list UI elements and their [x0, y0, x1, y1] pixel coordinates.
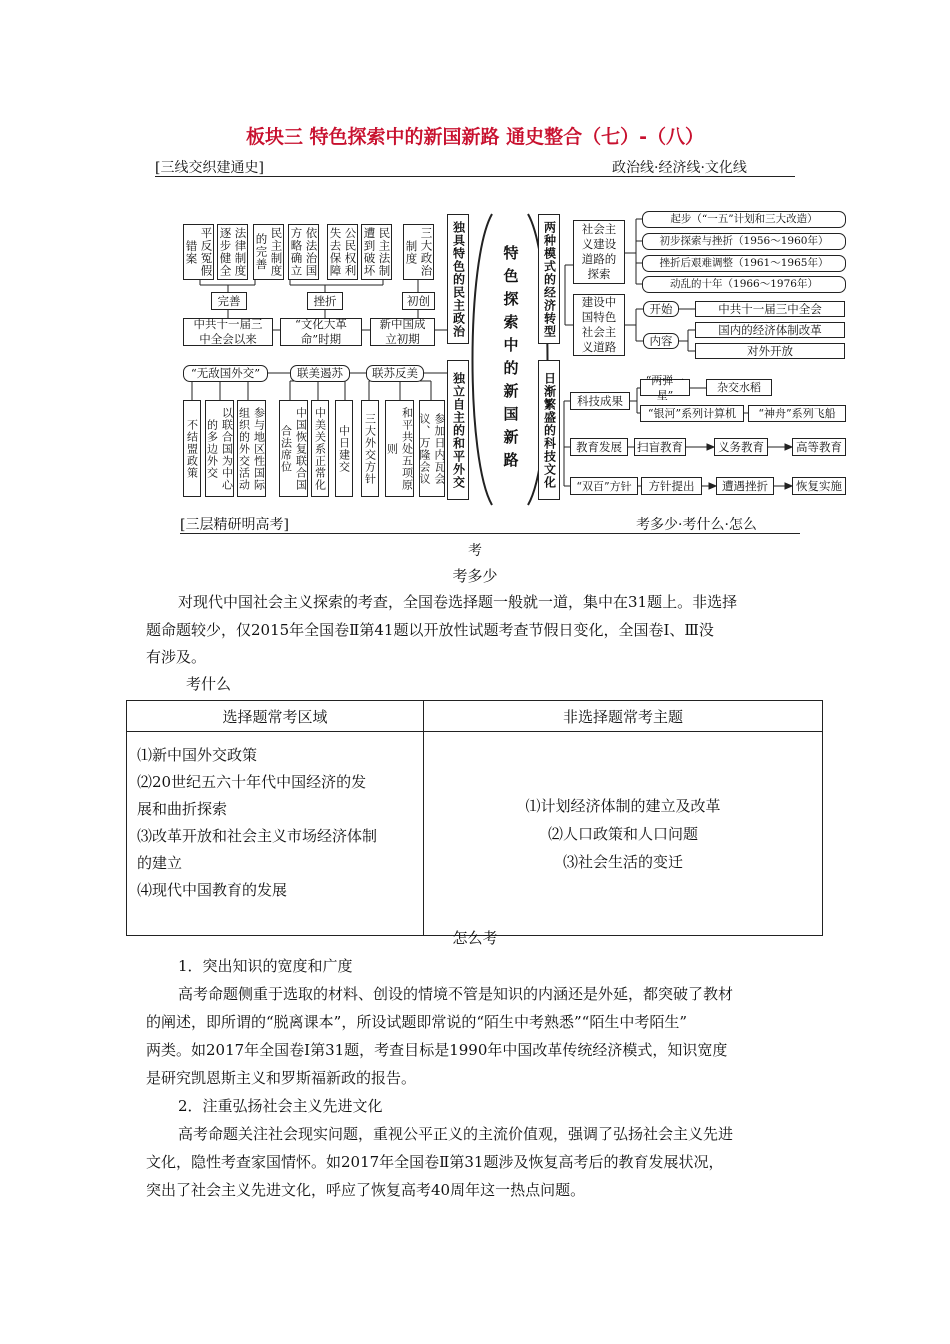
economy-content-opening: 对外开放 — [695, 343, 845, 359]
section-band-tag-2: [三层精研明高考] — [180, 517, 289, 533]
point-2-heading: 2．注重弘扬社会主义先进文化 — [178, 1097, 383, 1115]
culture-policy-setback: 遭遇挫折 — [716, 477, 774, 495]
page-title: 板块三 特色探索中的新国新路 通史整合（七）-（八） — [245, 126, 705, 148]
economy-stage-3: 挫折后艰难调整（1961～1965年） — [642, 255, 846, 272]
politics-stage-perfect: 完善 — [211, 292, 247, 310]
point-1-heading: 1．突出知识的宽度和广度 — [178, 957, 353, 975]
diplomacy-stage-soviet: 联苏反美 — [366, 365, 424, 382]
culture-policy-double-hundred: “双百”方针 — [570, 477, 638, 495]
para-how-much-line: 题命题较少，仅2015年全国卷Ⅱ第41题以开放性试题考查节假日变化，全国卷Ⅰ、Ⅲ没 — [146, 621, 714, 639]
economy-content-reform: 国内的经济体制改革 — [695, 322, 845, 338]
culture-edu-compulsory: 义务教育 — [714, 438, 768, 456]
exam-topics-table — [126, 700, 823, 936]
diplomacy-item-9: 参加日内瓦会议、万隆会议 — [419, 400, 445, 497]
section-band-levels: 考多少·考什么·怎么 — [636, 517, 757, 533]
politics-item-law: 法律制度逐步健全 — [217, 224, 248, 280]
politics-period-cultural-revolution: “文化大革命”时期 — [280, 318, 362, 346]
diplomacy-item-6: 中日建交 — [335, 400, 353, 497]
politics-item-rule-of-law: 依法治国方略确立 — [288, 224, 319, 280]
politics-item-rehab: 平反冤假错案 — [183, 224, 214, 280]
table-line: ⑴新中国外交政策 — [137, 746, 258, 764]
table-line: 展和曲折探索 — [137, 800, 228, 818]
para-how-much-line: 有涉及。 — [146, 648, 207, 666]
table-cell-nonchoice — [424, 732, 823, 936]
economy-road: 建设中国特色社会主义道路 — [573, 294, 625, 356]
table-cell-choice — [127, 732, 424, 936]
point-1-line: 的阐述，即所谓的“脱离课本”，所设试题即常说的“陌生中考熟悉”“陌生中考陌生” — [146, 1013, 688, 1031]
heading-how: 怎么考 — [452, 929, 498, 947]
point-1-line: 两类。如2017年全国卷Ⅰ第31题，考查目标是1990年中国改革传统经济模式，知识宽度 — [146, 1041, 728, 1059]
culture-edu: 教育发展 — [570, 438, 628, 456]
politics-item-legal-damage: 民主法制遭到破坏 — [361, 224, 392, 280]
politics-period-reform: 中共十一届三中全会以来 — [183, 318, 273, 346]
politics-stage-setback: 挫折 — [307, 292, 343, 310]
politics-label: 独具特色的民主政治 — [447, 214, 469, 344]
table-header-nonchoice: 非选择题常考主题 — [424, 701, 823, 732]
diplomacy-item-3: 参与地区性国际组织的外交活动 — [237, 400, 266, 497]
table-line: ⑶改革开放和社会主义市场经济体制 — [137, 827, 378, 845]
point-1-line: 高考命题侧重于选取的材料、创设的情境不管是知识的内涵还是外延，都突破了教材 — [178, 985, 734, 1003]
economy-start-value: 中共十一届三中全会 — [695, 301, 845, 317]
culture-policy-proposed: 方针提出 — [641, 477, 702, 495]
diplomacy-label: 独立自主的和平外交 — [447, 360, 469, 500]
table-header-choice: 选择题常考区域 — [127, 701, 424, 732]
economy-stage-2: 初步探索与挫折（1956～1960年） — [642, 233, 846, 250]
diplomacy-item-4: 中国恢复联合国合法席位 — [279, 400, 308, 497]
heading-what: 考什么 — [186, 675, 232, 693]
culture-tech: 科技成果 — [570, 392, 630, 410]
economy-label: 两种模式的经济转型 — [538, 214, 560, 344]
economy-start-label: 开始 — [643, 301, 679, 317]
table-line: ⑷现代中国教育的发展 — [137, 881, 288, 899]
culture-edu-literacy: 扫盲教育 — [634, 438, 686, 456]
politics-item-democracy: 民主制度的完善 — [253, 224, 284, 280]
table-line: ⑶社会生活的变迁 — [562, 852, 683, 871]
table-line: 的建立 — [137, 854, 183, 872]
point-2-line: 高考命题关注社会现实问题，重视公平正义的主流价值观，强调了弘扬社会主义先进 — [178, 1125, 734, 1143]
politics-period-founding: 新中国成立初期 — [370, 318, 435, 346]
culture-edu-higher: 高等教育 — [792, 438, 846, 456]
diplomacy-item-1: 不结盟政策 — [183, 400, 201, 497]
diplomacy-stage-no-enemy: “无敌国外交” — [183, 365, 268, 382]
table-line: ⑵20世纪五六十年代中国经济的发 — [137, 773, 367, 791]
economy-content-label: 内容 — [643, 333, 679, 349]
culture-tech-spaceship: “神舟”系列飞船 — [748, 405, 846, 422]
politics-item-three-systems: 三大政治制度 — [403, 224, 434, 280]
point-1-line: 是研究凯恩斯主义和罗斯福新政的报告。 — [146, 1069, 417, 1087]
diplomacy-item-5: 中美关系正常化 — [311, 400, 329, 497]
economy-stage-1: 起步（“一五”计划和三大改造） — [642, 211, 846, 228]
table-line: ⑵人口政策和人口问题 — [547, 824, 698, 843]
heading-how-much: 考多少 — [452, 567, 498, 585]
diplomacy-item-8: 和平共处五项原则 — [385, 400, 414, 497]
band-divider-2 — [180, 533, 800, 534]
diplomacy-item-2: 以联合国为中心的多边外交 — [205, 400, 234, 497]
diplomacy-item-7: 三大外交方针 — [361, 400, 379, 497]
culture-tech-computer: “银河”系列计算机 — [640, 405, 744, 422]
section-band-levels-wrap: 考 — [468, 543, 482, 559]
point-2-line: 突出了社会主义先进文化，呼应了恢复高考40周年这一热点问题。 — [146, 1181, 586, 1199]
economy-explore: 社会主义建设道路的探索 — [573, 220, 625, 284]
culture-tech-bomb: “两弹一星” — [640, 379, 690, 396]
table-line: ⑴计划经济体制的建立及改革 — [525, 796, 721, 815]
diplomacy-stage-us: 联美遏苏 — [290, 365, 350, 382]
para-how-much-line: 对现代中国社会主义探索的考查，全国卷选择题一般就一道，集中在31题上。非选择 — [178, 593, 738, 611]
diagram-center-title: 特色探索中的新国新路 — [501, 244, 520, 475]
economy-stage-4: 动乱的十年（1966～1976年） — [642, 276, 846, 293]
politics-stage-founding: 初创 — [402, 292, 435, 310]
section-band-lines: 政治线·经济线·文化线 — [612, 160, 747, 176]
culture-label: 日渐繁盛的科技文化 — [538, 360, 560, 500]
politics-item-rights-lost: 公民权利失去保障 — [327, 224, 358, 280]
culture-policy-restored: 恢复实施 — [792, 477, 846, 495]
point-2-line: 文化，隐性考查家国情怀。如2017年全国卷Ⅱ第31题涉及恢复高考后的教育发展状况， — [146, 1153, 724, 1171]
section-band-tag: [三线交织建通史] — [155, 160, 264, 176]
culture-tech-rice: 杂交水稻 — [706, 379, 772, 396]
